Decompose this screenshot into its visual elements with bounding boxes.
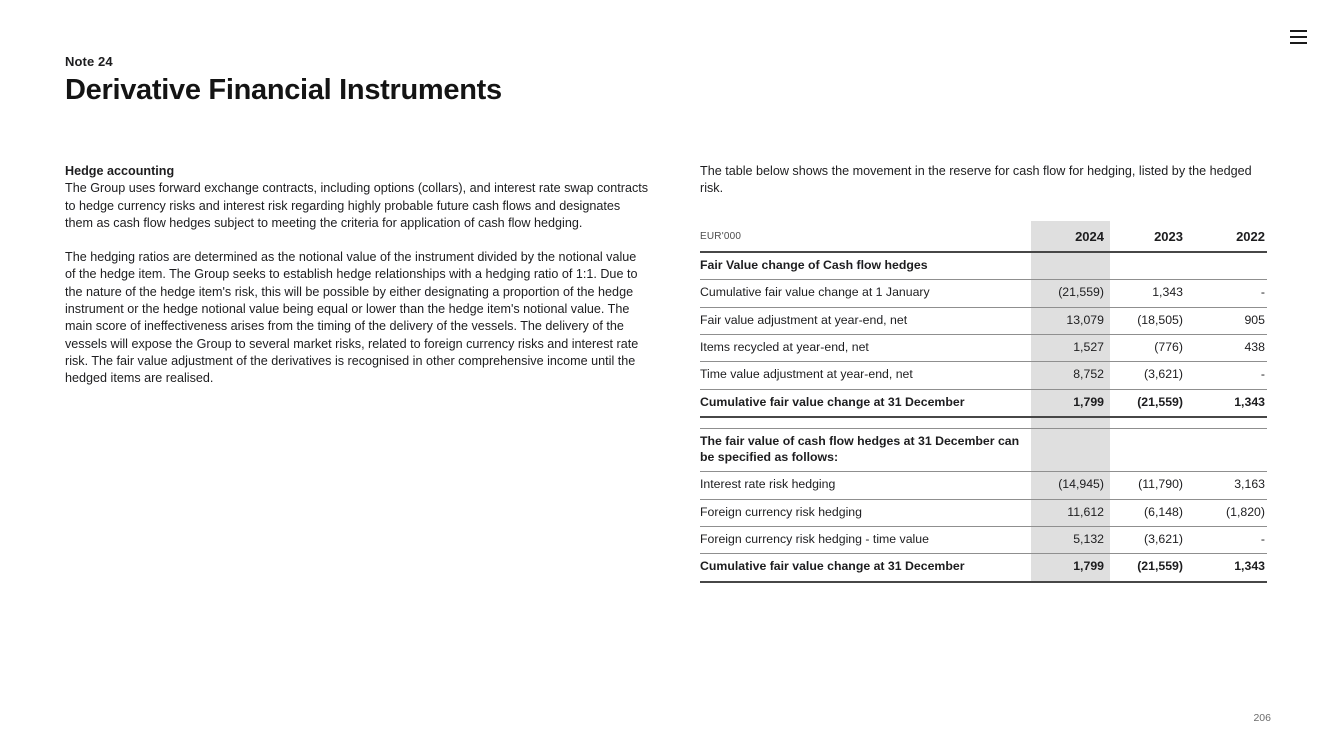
page-header xyxy=(65,54,502,107)
table-body xyxy=(700,252,1267,582)
hamburger-bar xyxy=(1290,30,1307,32)
table-row xyxy=(700,362,1267,389)
row-value-2024: 1,799 xyxy=(1031,554,1110,582)
row-value-2024 xyxy=(1031,252,1110,280)
table-row xyxy=(700,499,1267,526)
page-title: Derivative Financial Instruments xyxy=(65,74,502,106)
left-column-paragraphs xyxy=(65,180,649,387)
row-value-2022: 905 xyxy=(1189,307,1267,334)
row-value-2024: (21,559) xyxy=(1031,280,1110,307)
row-value-2024: (14,945) xyxy=(1031,472,1110,499)
row-value-2022: 438 xyxy=(1189,334,1267,361)
table-row xyxy=(700,334,1267,361)
unit-label: EUR'000 xyxy=(700,221,1031,252)
table-row xyxy=(700,389,1267,417)
year-header-2022: 2022 xyxy=(1189,221,1267,252)
table-header-row xyxy=(700,221,1267,252)
table-row xyxy=(700,472,1267,499)
hamburger-menu-icon[interactable] xyxy=(1287,28,1309,46)
row-value-2022: 1,343 xyxy=(1189,554,1267,582)
row-value-2022 xyxy=(1189,252,1267,280)
row-value-2024: 13,079 xyxy=(1031,307,1110,334)
row-value-2022: 1,343 xyxy=(1189,389,1267,417)
row-value-2023: (776) xyxy=(1110,334,1189,361)
row-value-2023 xyxy=(1110,417,1189,429)
body-paragraph: The Group uses forward exchange contracts, including options (collars), and interest rate swap contracts to hedge currency risks and interest risk regarding highly probable future cash flows and designates them as cash flow hedges subject to meeting the criteria for application of cash flow hedging. xyxy=(65,181,649,230)
row-value-2022 xyxy=(1189,429,1267,472)
row-value-2024: 8,752 xyxy=(1031,362,1110,389)
row-value-2023 xyxy=(1110,252,1189,280)
row-value-2023 xyxy=(1110,429,1189,472)
table-row xyxy=(700,307,1267,334)
row-value-2022 xyxy=(1189,417,1267,429)
hedge-accounting-heading: Hedge accounting xyxy=(65,164,175,178)
table-row xyxy=(700,252,1267,280)
table-row xyxy=(700,429,1267,472)
row-value-2022: (1,820) xyxy=(1189,499,1267,526)
row-label: Foreign currency risk hedging xyxy=(700,499,1031,526)
hamburger-bar xyxy=(1290,36,1307,38)
table-row xyxy=(700,554,1267,582)
hamburger-bar xyxy=(1290,42,1307,44)
row-label: Fair Value change of Cash flow hedges xyxy=(700,252,1031,280)
row-label: Items recycled at year-end, net xyxy=(700,334,1031,361)
row-label: Foreign currency risk hedging - time value xyxy=(700,526,1031,553)
row-value-2022: 3,163 xyxy=(1189,472,1267,499)
cash-flow-hedge-table xyxy=(700,221,1267,583)
body-paragraph: The hedging ratios are determined as the notional value of the instrument divided by the notional value of the hedge item. The Group seeks to establish hedge relationships with a hedging ratio of 1:1. Due to the nature of the hedge item's risk, this will be possible by either designating a proportion of the hedge instrument or the hedge notional value being equal or lower than the hedge item's notional value. The main score of ineffectiveness arises from the timing of the delivery of the vessels. The delivery of the vessels will expose the Group to several market risks, related to foreign currency risks and interest rate risk. The fair value adjustment of the derivatives is recognised in other comprehensive income until the hedged items are realised. xyxy=(65,250,639,386)
row-value-2022: - xyxy=(1189,526,1267,553)
row-value-2022: - xyxy=(1189,280,1267,307)
row-value-2024: 11,612 xyxy=(1031,499,1110,526)
row-value-2023: (6,148) xyxy=(1110,499,1189,526)
row-value-2024: 1,527 xyxy=(1031,334,1110,361)
row-value-2022: - xyxy=(1189,362,1267,389)
table-row xyxy=(700,526,1267,553)
row-value-2024 xyxy=(1031,417,1110,429)
row-label: Time value adjustment at year-end, net xyxy=(700,362,1031,389)
row-label: Cumulative fair value change at 31 December xyxy=(700,389,1031,417)
row-label: Cumulative fair value change at 1 January xyxy=(700,280,1031,307)
row-label: Interest rate risk hedging xyxy=(700,472,1031,499)
note-label: Note 24 xyxy=(65,54,113,69)
row-label xyxy=(700,417,1031,429)
table-intro: The table below shows the movement in the reserve for cash flow for hedging, listed by the hedged risk. xyxy=(700,164,1252,196)
row-value-2023: (21,559) xyxy=(1110,554,1189,582)
row-value-2023: (3,621) xyxy=(1110,362,1189,389)
page-number: 206 xyxy=(1253,712,1271,724)
row-value-2023: (11,790) xyxy=(1110,472,1189,499)
right-column xyxy=(700,163,1267,583)
table-row xyxy=(700,417,1267,429)
row-value-2023: (21,559) xyxy=(1110,389,1189,417)
row-label: The fair value of cash flow hedges at 31 December can be specified as follows: xyxy=(700,429,1031,472)
row-value-2023: (18,505) xyxy=(1110,307,1189,334)
row-label: Cumulative fair value change at 31 December xyxy=(700,554,1031,582)
row-value-2024 xyxy=(1031,429,1110,472)
left-column xyxy=(65,163,649,405)
table-row xyxy=(700,280,1267,307)
row-label: Fair value adjustment at year-end, net xyxy=(700,307,1031,334)
row-value-2023: 1,343 xyxy=(1110,280,1189,307)
row-value-2024: 1,799 xyxy=(1031,389,1110,417)
row-value-2024: 5,132 xyxy=(1031,526,1110,553)
year-header-2024: 2024 xyxy=(1031,221,1110,252)
year-header-2023: 2023 xyxy=(1110,221,1189,252)
row-value-2023: (3,621) xyxy=(1110,526,1189,553)
